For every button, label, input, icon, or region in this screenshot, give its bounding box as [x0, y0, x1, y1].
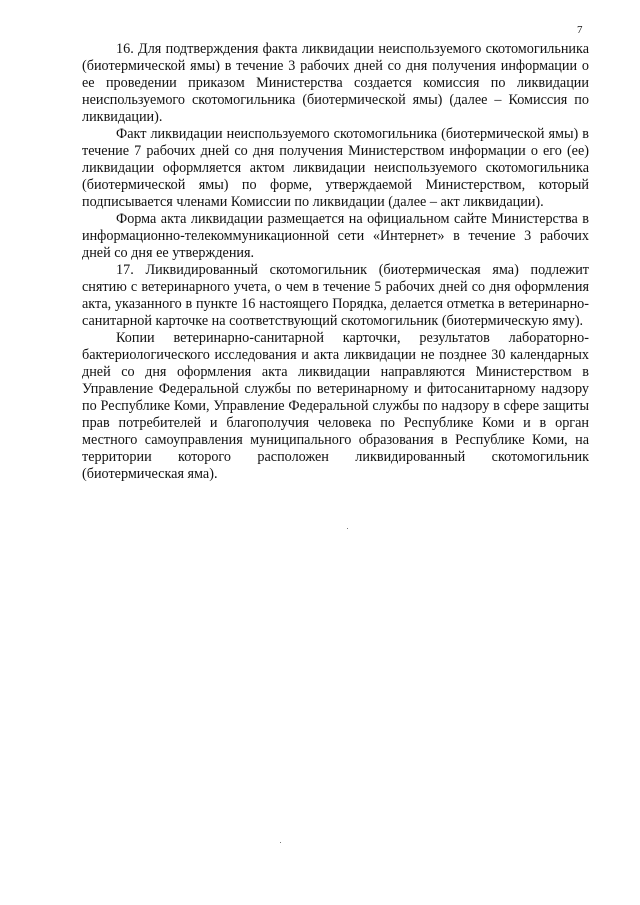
document-body — [82, 41, 589, 483]
paragraph-16: 16. Для подтверждения факта ликвидации неиспользуемого скотомогильника (биотермической ямы) в течение 3 рабочих дней со дня получения информации о ее проведении приказом Министерства создается комиссия по ликвидации неиспользуемого скотомогильника (биотермической ямы) (далее – Комиссия по ликвидации). — [82, 41, 589, 125]
paragraph-fact-liquidation: Факт ликвидации неиспользуемого скотомогильника (биотермической ямы) в течение 7 рабочих дней со дня получения Министерством информации о его (ее) ликвидации оформляется актом ликвидации неиспользуемого скотомогильника (биотермической ямы) по форме, утверждаемой Министерством, который подписывается членами Комиссии по ликвидации (далее – акт ликвидации). — [82, 126, 589, 210]
paragraph-act-form: Форма акта ликвидации размещается на официальном сайте Министерства в информационно-телекоммуникационной сети «Интернет» в течение 3 рабочих дней со дня ее утверждения. — [82, 211, 589, 261]
paragraph-copies: Копии ветеринарно-санитарной карточки, результатов лабораторно-бактериологического исследования и акта ликвидации не позднее 30 календарных дней со дня оформления акта ликвидации направляются Министерством в Управление Федеральной службы по ветеринарному и фитосанитарному надзору по Республике Коми, Управление Федеральной службы по надзору в сфере защиты прав потребителей и благополучия человека по Республике Коми и в орган местного самоуправления муниципального образования в Республике Коми, на территории которого расположен ликвидированный скотомогильник (биотермическая яма). — [82, 330, 589, 482]
scan-speck — [280, 842, 281, 843]
scan-speck — [347, 528, 348, 529]
paragraph-17: 17. Ликвидированный скотомогильник (биотермическая яма) подлежит снятию с ветеринарного учета, о чем в течение 5 рабочих дней со дня оформления акта, указанного в пункте 16 настоящего Порядка, делается отметка в ветеринарно-санитарной карточке на соответствующий скотомогильник (биотермическую яму). — [82, 262, 589, 329]
page-number: 7 — [577, 24, 583, 36]
